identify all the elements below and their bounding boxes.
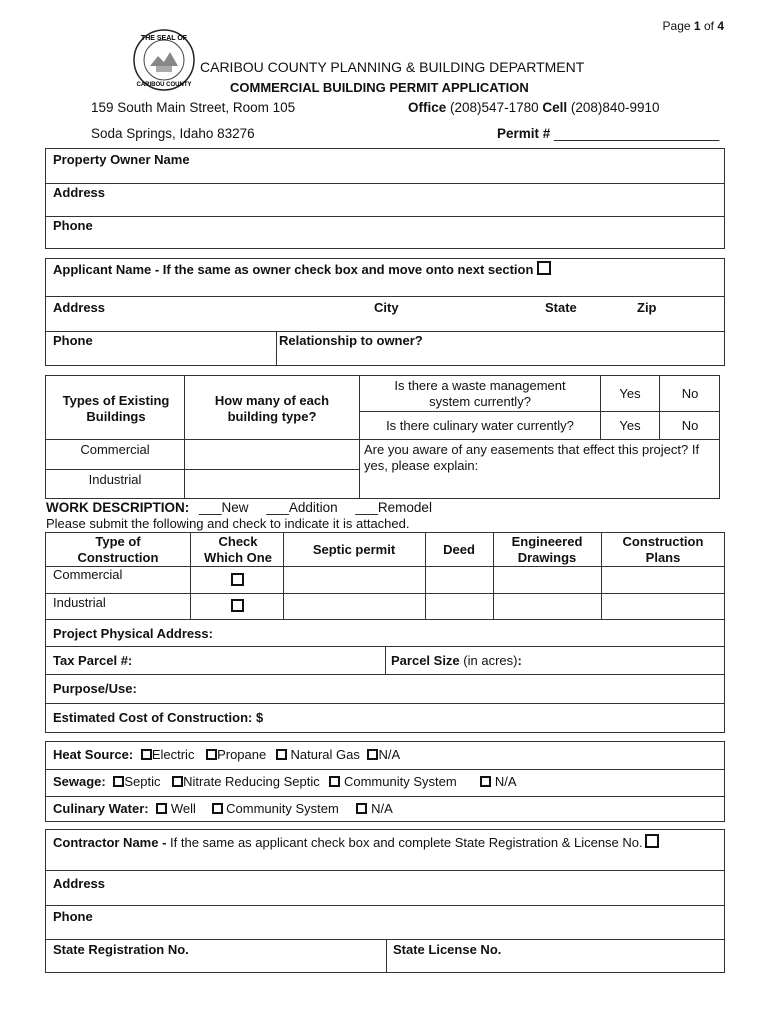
construction-plans-header: Construction Plans (622, 534, 704, 565)
waste-question: Is there a waste management system currently? (394, 378, 566, 409)
heat-electric-checkbox[interactable] (141, 749, 152, 760)
septic-permit-header: Septic permit (312, 542, 396, 557)
check-which-header: Check Which One (204, 534, 272, 565)
relationship-field[interactable]: Relationship to owner? (279, 333, 423, 348)
sewage-row: Sewage: Septic Nitrate Reducing Septic Community System N/A (53, 774, 517, 789)
contractor-name-field[interactable]: Contractor Name - If the same as applicant check box and complete State Registration & License No. (53, 834, 659, 850)
tax-parcel-field[interactable]: Tax Parcel #: (53, 653, 133, 668)
permit-number[interactable]: Permit # ______________________ (497, 126, 720, 141)
heat-propane-checkbox[interactable] (206, 749, 217, 760)
culinary-yes[interactable]: Yes (619, 418, 641, 433)
heat-na-checkbox[interactable] (367, 749, 378, 760)
svg-text:CARIBOU COUNTY: CARIBOU COUNTY (136, 82, 192, 88)
applicant-state-field[interactable]: State (545, 300, 577, 315)
industrial-checkbox[interactable] (231, 599, 244, 614)
existing-buildings-table (45, 375, 720, 499)
state-registration-field[interactable]: State Registration No. (53, 942, 189, 957)
contact-phones: Office (208)547-1780 Cell (208)840-9910 (408, 100, 660, 115)
sewage-nitrate-checkbox[interactable] (172, 776, 183, 787)
owner-name-field[interactable]: Property Owner Name (53, 152, 190, 167)
sewage-na-checkbox[interactable] (480, 776, 491, 787)
contractor-address-field[interactable]: Address (53, 876, 106, 891)
estimated-cost-field[interactable]: Estimated Cost of Construction: $ (53, 710, 264, 725)
how-many-header: How many of each building type? (214, 393, 330, 424)
commercial-checkbox[interactable] (231, 573, 244, 588)
waste-no[interactable]: No (681, 386, 699, 401)
applicant-city-field[interactable]: City (374, 300, 399, 315)
office-street: 159 South Main Street, Room 105 (91, 100, 296, 115)
row-commercial: Commercial (80, 442, 150, 457)
page-number: Page 1 of 4 (662, 19, 724, 33)
waste-yes[interactable]: Yes (619, 386, 641, 401)
parcel-size-field[interactable]: Parcel Size (in acres): (391, 653, 522, 668)
submit-row-commercial: Commercial (53, 567, 123, 582)
work-new[interactable]: ___New (199, 500, 249, 515)
owner-section (45, 148, 725, 249)
deed-header: Deed (443, 542, 475, 557)
state-license-field[interactable]: State License No. (393, 942, 502, 957)
culinary-water-row: Culinary Water: Well Community System N/A (53, 801, 393, 816)
type-construction-header: Type of Construction (77, 534, 159, 565)
applicant-zip-field[interactable]: Zip (637, 300, 657, 315)
submit-row-industrial: Industrial (53, 595, 106, 610)
department-name: CARIBOU COUNTY PLANNING & BUILDING DEPARTMENT (200, 59, 585, 75)
engineered-drawings-header: Engineered Drawings (511, 534, 583, 565)
water-na-checkbox[interactable] (356, 803, 367, 814)
types-existing-header: Types of Existing Buildings (62, 393, 170, 424)
applicant-name-field[interactable]: Applicant Name - If the same as owner check box and move onto next section (53, 261, 551, 277)
applicant-phone-field[interactable]: Phone (53, 333, 93, 348)
work-addition[interactable]: ___Addition (266, 500, 338, 515)
sewage-community-checkbox[interactable] (329, 776, 340, 787)
submit-instruction: Please submit the following and check to indicate it is attached. (46, 516, 410, 531)
heat-natural-gas-checkbox[interactable] (276, 749, 287, 760)
applicant-address-field[interactable]: Address (53, 300, 106, 315)
submission-table (45, 532, 725, 620)
contractor-phone-field[interactable]: Phone (53, 909, 93, 924)
owner-phone-field[interactable]: Phone (53, 218, 93, 233)
same-as-applicant-checkbox[interactable] (645, 834, 659, 848)
same-as-owner-checkbox[interactable] (537, 261, 551, 275)
applicant-section (45, 258, 725, 366)
culinary-question: Is there culinary water currently? (386, 418, 574, 433)
heat-source-row: Heat Source: Electric Propane Natural Gas N/A (53, 747, 401, 762)
svg-text:THE SEAL OF: THE SEAL OF (140, 35, 188, 42)
form-title: COMMERCIAL BUILDING PERMIT APPLICATION (230, 80, 529, 95)
row-industrial: Industrial (88, 472, 142, 487)
utilities-section (45, 741, 725, 822)
water-well-checkbox[interactable] (156, 803, 167, 814)
water-community-checkbox[interactable] (212, 803, 223, 814)
contractor-section (45, 829, 725, 973)
office-city: Soda Springs, Idaho 83276 (91, 126, 255, 141)
project-section (45, 619, 725, 733)
work-description: WORK DESCRIPTION: ___New ___Addition ___Remodel (46, 500, 432, 515)
easement-question[interactable]: Are you aware of any easements that effect this project? If yes, please explain: (364, 442, 700, 473)
purpose-use-field[interactable]: Purpose/Use: (53, 681, 137, 696)
culinary-no[interactable]: No (681, 418, 699, 433)
county-seal-logo (132, 28, 196, 92)
work-remodel[interactable]: ___Remodel (355, 500, 432, 515)
owner-address-field[interactable]: Address (53, 185, 106, 200)
project-address-field[interactable]: Project Physical Address: (53, 626, 213, 641)
sewage-septic-checkbox[interactable] (113, 776, 124, 787)
